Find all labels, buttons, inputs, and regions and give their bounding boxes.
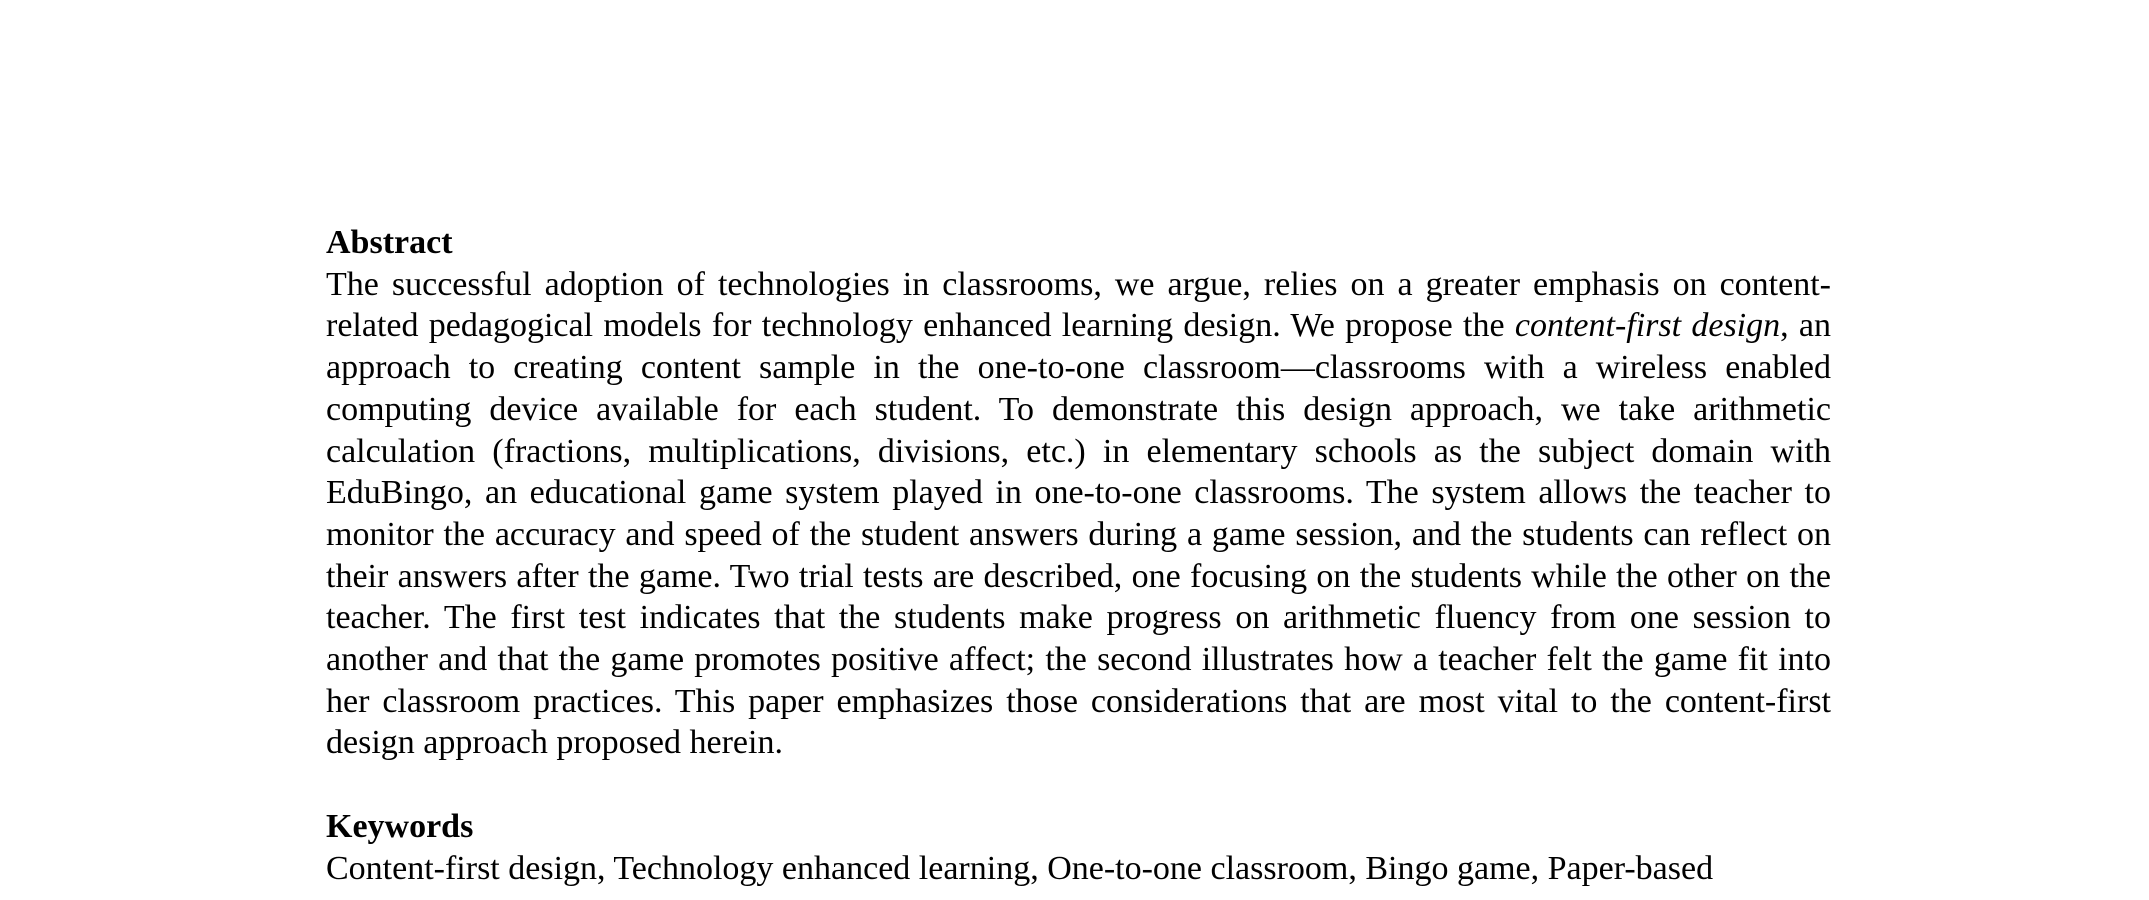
abstract-italic-term: content-first design: [1514, 307, 1781, 345]
abstract-text-end: , an approach to creating content sample in the one-to-one classroom—classrooms with a wireless enabled computing device available for each student. To demonstrate this design approach, we take arithmetic calculation (fractions, multiplications, divisions, etc.) in elementary schools as the subject domain with EduBingo, an educational game system played in one-to-one classrooms. The system allows the teacher to monitor the accuracy and speed of the student answers during a game session, and the students can reflect on their answers after the game. Two trial tests are described, one focusing on the students while the other on the teacher. The first test indicates that the students make progress on arithmetic fluency from one session to another and that the game promotes positive affect; the second illustrates how a teacher felt the game fit into her classroom practices. This paper emphasizes those considerations that are most vital to the content-first design approach proposed herein.: [326, 307, 1832, 762]
abstract-heading: Abstract: [326, 224, 453, 261]
abstract-text-start: The successful adoption of technologies in classrooms, we argue, relies on a greater emphasis on content-related pedagogical models for technology enhanced learning design. We propose the: [326, 265, 1831, 345]
abstract-paragraph: [326, 264, 1831, 764]
section-gap: [326, 764, 1831, 806]
keywords-text: Content-first design, Technology enhanced learning, One-to-one classroom, Bingo game, Paper-based: [326, 849, 1714, 887]
text-column: [326, 222, 1831, 889]
keywords-heading: Keywords: [326, 807, 474, 845]
